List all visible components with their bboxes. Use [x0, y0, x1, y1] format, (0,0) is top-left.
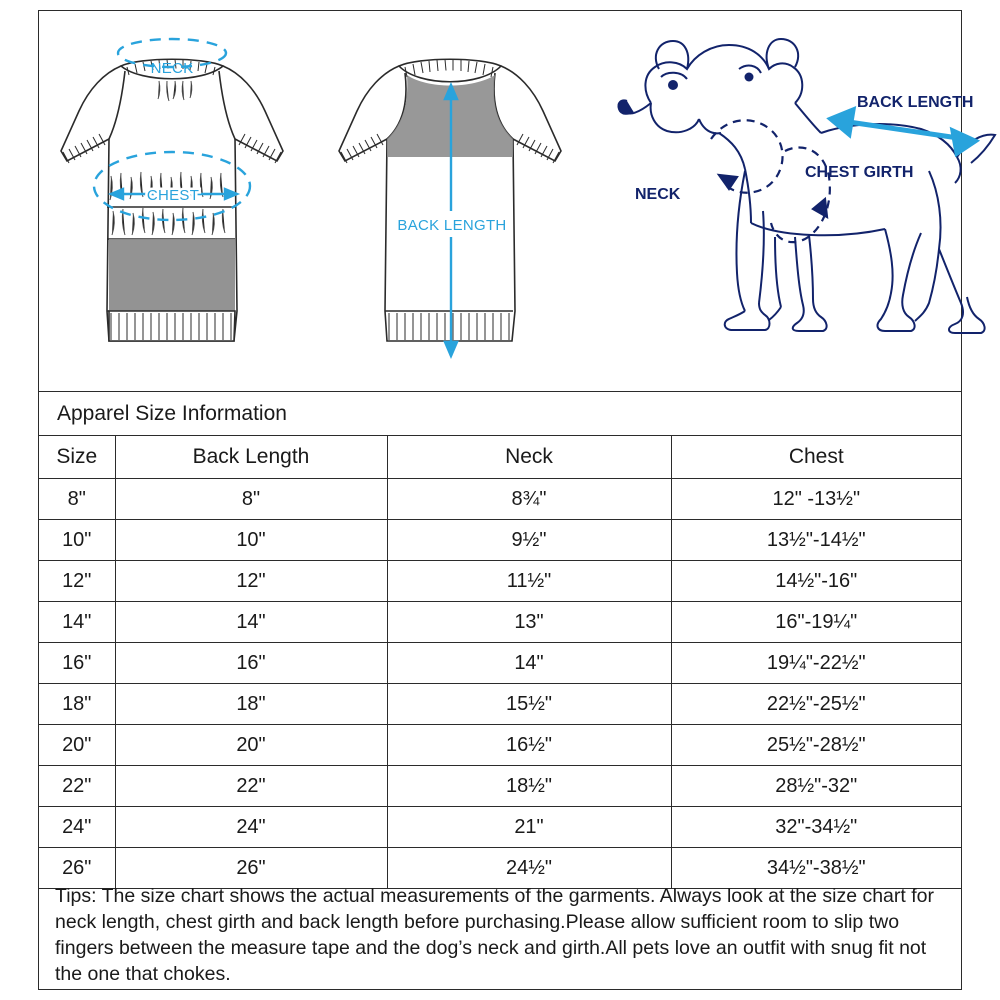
cell-neck: 14" — [387, 643, 671, 684]
cell-back-length: 14" — [115, 602, 387, 643]
table-row — [39, 520, 961, 561]
column-header-back-length: Back Length — [115, 436, 387, 479]
cell-chest: 28½"-32" — [671, 766, 961, 807]
table-row — [39, 643, 961, 684]
dog-neck-label: NECK — [635, 186, 681, 203]
cell-back-length: 24" — [115, 807, 387, 848]
dog-back-length-arrow — [831, 110, 975, 153]
cell-chest: 25½"-28½" — [671, 725, 961, 766]
cell-back-length: 26" — [115, 848, 387, 889]
cell-back-length: 22" — [115, 766, 387, 807]
dog-chest-girth-label: CHEST GIRTH — [805, 164, 914, 181]
dog-measurement-diagram — [599, 11, 999, 392]
table-row — [39, 561, 961, 602]
cell-neck: 15½" — [387, 684, 671, 725]
cell-chest: 32"-34½" — [671, 807, 961, 848]
table-row — [39, 684, 961, 725]
cell-back-length: 16" — [115, 643, 387, 684]
cell-size: 12" — [39, 561, 115, 602]
cell-chest: 12" -13½" — [671, 479, 961, 520]
table-title: Apparel Size Information — [39, 392, 961, 436]
cell-neck: 11½" — [387, 561, 671, 602]
cell-size: 24" — [39, 807, 115, 848]
table-row — [39, 479, 961, 520]
sweater-back-view — [329, 11, 579, 392]
cell-chest: 13½"-14½" — [671, 520, 961, 561]
dog-back-length-label: BACK LENGTH — [857, 94, 974, 111]
cell-back-length: 18" — [115, 684, 387, 725]
illustration-band — [39, 11, 974, 392]
column-header-neck: Neck — [387, 436, 671, 479]
cell-neck: 24½" — [387, 848, 671, 889]
cell-size: 16" — [39, 643, 115, 684]
cell-chest: 16"-19¼" — [671, 602, 961, 643]
tips-text: Tips: The size chart shows the actual measurements of the garments. Always look at the size chart for neck length, chest girth and back length before purchasing.Please allow sufficient room to slip two fingers between the measure tape and the dog’s neck and girth.All pets love an outfit with snug fit not the one that chokes. — [55, 885, 934, 985]
cell-neck: 16½" — [387, 725, 671, 766]
column-header-chest: Chest — [671, 436, 961, 479]
cell-chest: 19¼"-22½" — [671, 643, 961, 684]
table-row — [39, 766, 961, 807]
cell-back-length: 10" — [115, 520, 387, 561]
cell-neck: 9½" — [387, 520, 671, 561]
size-table — [39, 436, 961, 889]
table-row — [39, 602, 961, 643]
table-header-row — [39, 436, 961, 479]
cell-neck: 13" — [387, 602, 671, 643]
column-header-size: Size — [39, 436, 115, 479]
cell-size: 10" — [39, 520, 115, 561]
cell-size: 14" — [39, 602, 115, 643]
front-neck-label: NECK — [150, 60, 194, 77]
cell-size: 8" — [39, 479, 115, 520]
table-row — [39, 725, 961, 766]
front-chest-label: CHEST — [146, 187, 200, 204]
cell-size: 26" — [39, 848, 115, 889]
cell-neck: 18½" — [387, 766, 671, 807]
sweater-front-view — [49, 11, 309, 392]
cell-neck: 21" — [387, 807, 671, 848]
size-table-wrap — [39, 392, 961, 889]
cell-size: 22" — [39, 766, 115, 807]
cell-back-length: 8" — [115, 479, 387, 520]
cell-size: 18" — [39, 684, 115, 725]
table-row — [39, 807, 961, 848]
cell-neck: 8¾" — [387, 479, 671, 520]
cell-chest: 14½"-16" — [671, 561, 961, 602]
dog-chest-girth-loop — [771, 147, 830, 242]
cell-back-length: 12" — [115, 561, 387, 602]
back-length-label: BACK LENGTH — [397, 217, 507, 234]
cell-size: 20" — [39, 725, 115, 766]
cell-back-length: 20" — [115, 725, 387, 766]
cell-chest: 34½"-38½" — [671, 848, 961, 889]
cell-chest: 22½"-25½" — [671, 684, 961, 725]
